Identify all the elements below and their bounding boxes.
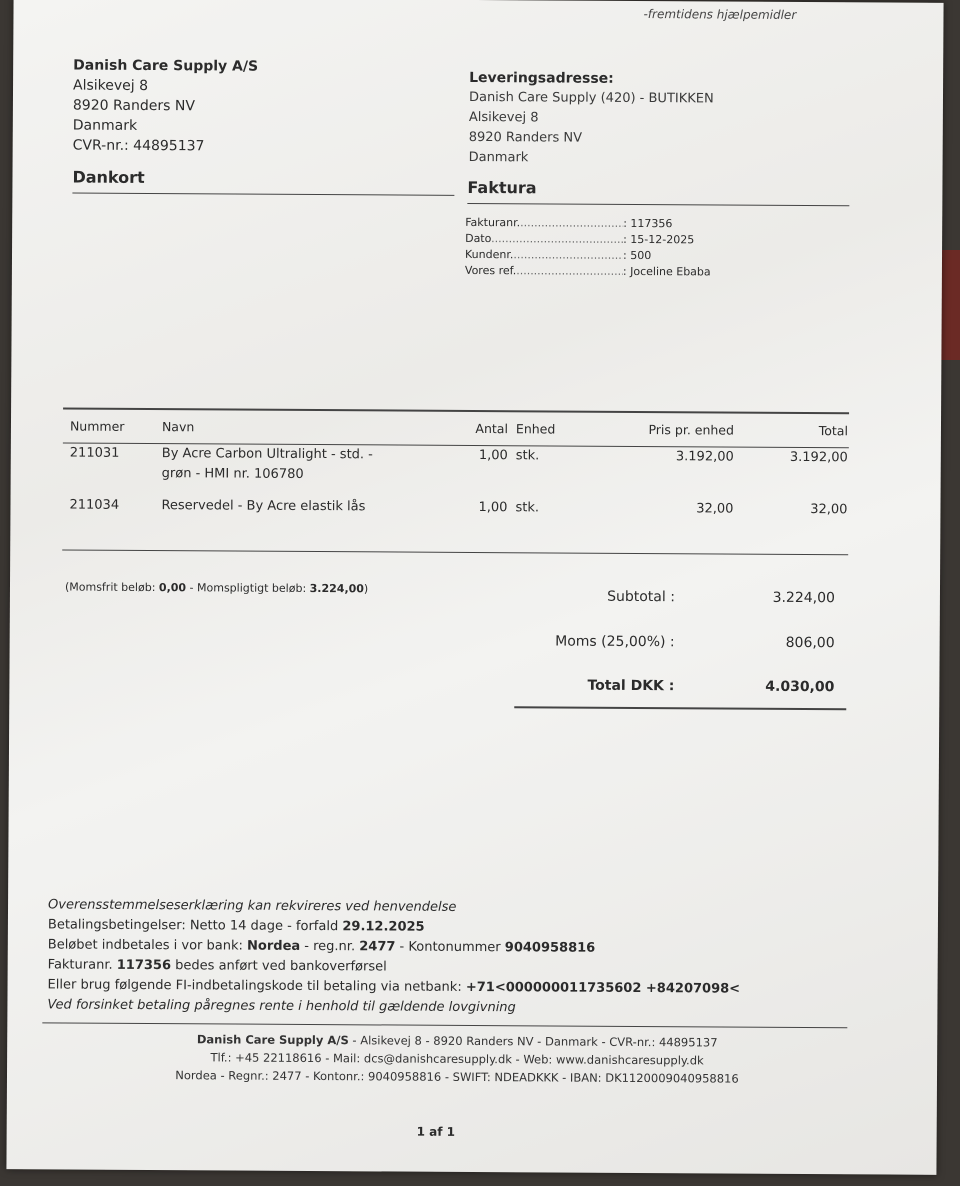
sender-address	[73, 56, 259, 157]
company-line: Nordea - Regnr.: 2477 - Kontonr.: 9040958816 - SWIFT: NDEADKKK - IBAN: DK1120009040958816	[175, 1068, 739, 1086]
meta-row	[465, 215, 711, 233]
sender-cvr: CVR-nr.: 44895137	[72, 137, 205, 155]
col-name: Navn	[161, 419, 195, 435]
item-name-line: grøn - HMI nr. 106780	[161, 466, 304, 482]
total-label: Total DKK :	[587, 677, 675, 695]
total-rule	[514, 706, 846, 710]
terms-text: Fakturanr.	[47, 957, 117, 973]
subtotal-label: Subtotal :	[607, 588, 675, 606]
col-total: Total	[818, 423, 849, 439]
terms-text: - reg.nr.	[300, 938, 360, 955]
line-items-table	[65, 412, 852, 524]
vat-liable-amount: 3.224,00	[309, 581, 364, 596]
reg-number: 2477	[359, 939, 396, 955]
company-tagline: -fremtidens hjælpemidler	[643, 7, 797, 22]
company-address: - Alsikevej 8 - 8920 Randers NV - Danmark - CVR-nr.: 44895137	[348, 1033, 718, 1050]
footer-rule	[42, 1022, 847, 1028]
meta-row	[465, 231, 711, 249]
item-name	[157, 492, 465, 522]
invoice-paper	[6, 0, 943, 1175]
meta-label: Dato .....	[465, 231, 623, 248]
terms-text: - Kontonummer	[395, 939, 505, 956]
total-row	[414, 677, 834, 696]
meta-value: : Joceline Ebaba	[622, 264, 711, 279]
item-unit: stk.	[515, 500, 540, 516]
item-name	[158, 440, 466, 494]
sender-city: 8920 Randers NV	[72, 97, 195, 115]
col-qty: Antal	[475, 420, 509, 437]
total-value: 4.030,00	[765, 678, 835, 696]
meta-value: : 117356	[623, 216, 673, 231]
page-number: 1 af 1	[416, 1124, 456, 1139]
item-price: 32,00	[696, 501, 734, 517]
delivery-header: Leveringsadresse:	[469, 69, 614, 87]
table-row	[65, 491, 851, 524]
delivery-address	[469, 68, 714, 169]
sender-street: Alsikevej 8	[73, 77, 149, 94]
item-price: 3.192,00	[675, 449, 734, 465]
delivery-name: Danish Care Supply (420) - BUTIKKEN	[468, 89, 714, 107]
company-footer	[67, 1030, 847, 1089]
delivery-street: Alsikevej 8	[468, 109, 539, 126]
company-name: Danish Care Supply A/S	[196, 1032, 349, 1048]
meta-row	[465, 247, 711, 265]
meta-value: : 15-12-2025	[623, 232, 695, 247]
item-name-line: Reservedel - By Acre elastik lås	[161, 498, 366, 515]
item-qty: 1,00	[478, 448, 508, 464]
divider-left	[72, 193, 454, 196]
item-total: 32,00	[810, 502, 848, 518]
vat-row	[415, 633, 835, 652]
sender-name: Danish Care Supply A/S	[73, 57, 259, 75]
item-qty: 1,00	[478, 500, 508, 516]
terms-line: Overensstemmelseserklæring kan rekvireres ved henvendelse	[47, 897, 457, 915]
subtotal-row	[415, 588, 835, 607]
table-row	[66, 439, 852, 496]
meta-label: Kundenr. .....	[465, 247, 623, 264]
col-number: Nummer	[69, 418, 125, 434]
fi-payment-code: +71<000000011735602 +84207098<	[465, 979, 741, 997]
sender-country: Danmark	[72, 117, 138, 134]
delivery-country: Danmark	[468, 149, 529, 166]
divider-right	[467, 203, 849, 206]
vat-note-text: )	[363, 582, 369, 596]
invoice-number: 117356	[116, 957, 172, 974]
item-name-line: By Acre Carbon Ultralight - std. -	[161, 446, 373, 463]
delivery-city: 8920 Randers NV	[468, 129, 583, 146]
payment-terms	[47, 895, 740, 1019]
company-line: Tlf.: +45 22118616 - Mail: dcs@danishcaresupply.dk - Web: www.danishcaresupply.dk	[210, 1050, 704, 1068]
item-number: 211034	[69, 497, 120, 513]
meta-label: Fakturanr. .....	[465, 215, 623, 232]
account-number: 9040958816	[504, 940, 596, 956]
item-number: 211031	[69, 445, 120, 461]
terms-text: Betalingsbetingelser: Netto 14 dage - forfald	[47, 917, 343, 935]
col-price: Pris pr. enhed	[648, 422, 735, 438]
terms-line: Ved forsinket betaling påregnes rente i henhold til gældende lovgivning	[47, 997, 516, 1016]
subtotal-value: 3.224,00	[772, 589, 835, 607]
col-unit: Enhed	[515, 421, 556, 437]
meta-row	[465, 263, 711, 281]
vat-free-amount: 0,00	[158, 581, 187, 595]
terms-text: Eller brug følgende FI-indbetalingskode til betaling via netbank:	[47, 977, 466, 995]
vat-note	[65, 580, 368, 595]
vat-note-text: (Momsfrit beløb:	[64, 580, 159, 595]
vat-label: Moms (25,00%) :	[555, 633, 675, 651]
terms-text: bedes anført ved bankoverførsel	[171, 958, 387, 975]
terms-text: Beløbet indbetales i vor bank:	[47, 937, 248, 954]
table-bottom-rule	[62, 549, 848, 555]
meta-label: Vores ref. .....	[465, 263, 623, 280]
document-title: Faktura	[467, 177, 537, 198]
payment-method: Dankort	[72, 167, 145, 187]
vat-value: 806,00	[785, 634, 835, 652]
item-total: 3.192,00	[789, 449, 848, 466]
bank-name: Nordea	[247, 938, 301, 954]
vat-note-text: - Momspligtigt beløb:	[186, 581, 310, 595]
invoice-meta	[465, 215, 711, 281]
meta-value: : 500	[622, 248, 652, 263]
item-unit: stk.	[515, 448, 540, 464]
due-date: 29.12.2025	[342, 919, 425, 935]
